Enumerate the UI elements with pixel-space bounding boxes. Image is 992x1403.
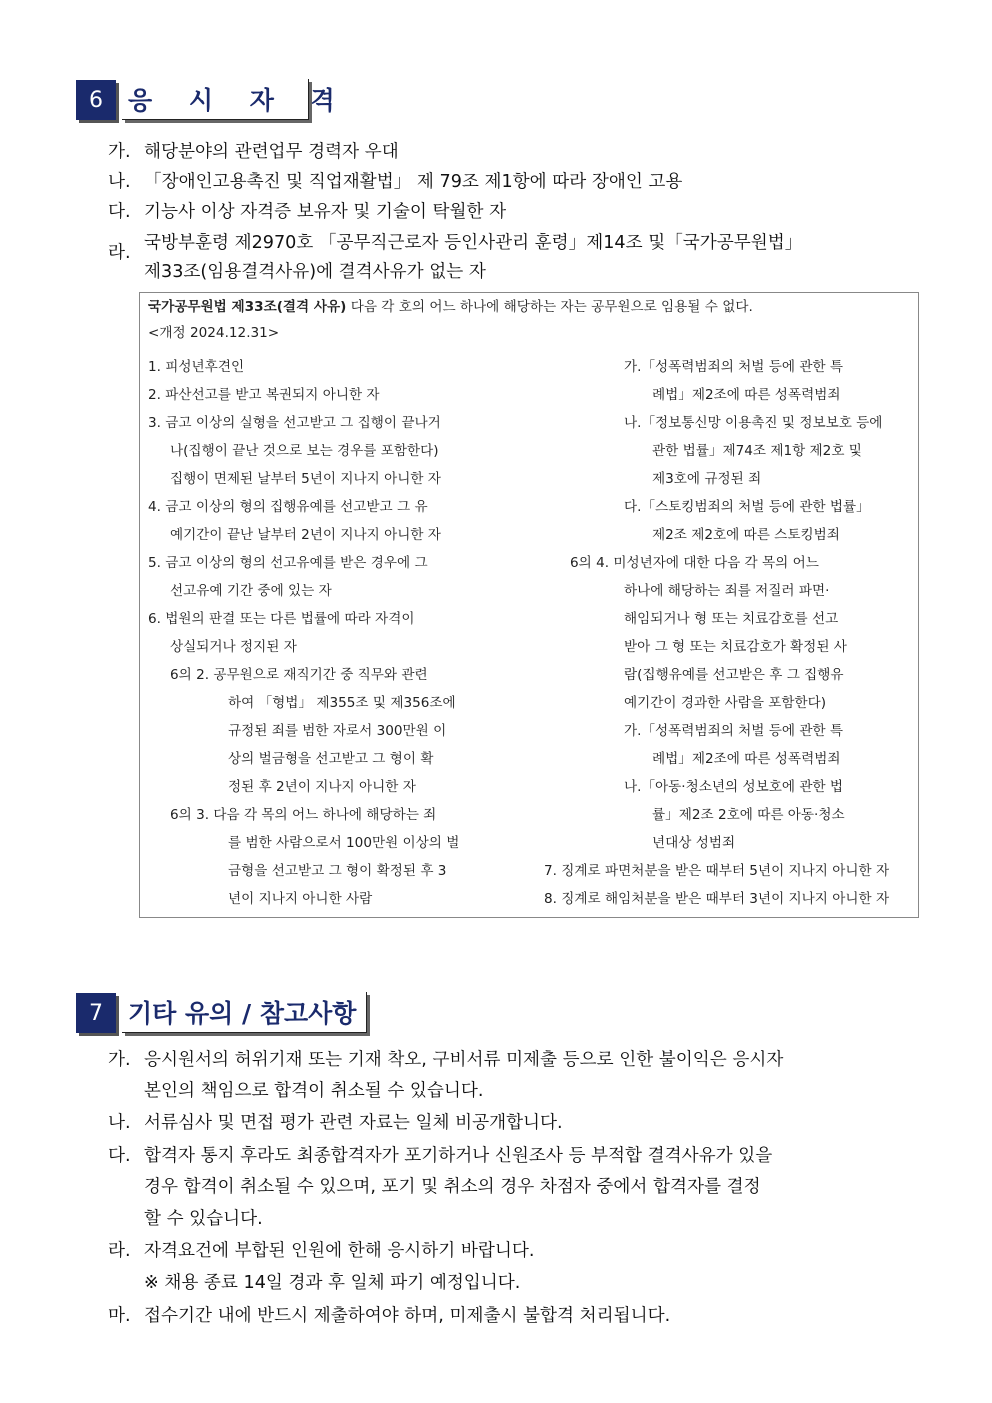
law-right-line: 6의 4. 미성년자에 대한 다음 각 목의 어느: [570, 555, 819, 571]
law-left-line: 예기간이 끝난 날부터 2년이 지나지 아니한 자: [170, 527, 441, 543]
law-revision-date: <개정 2024.12.31>: [148, 325, 280, 341]
law-heading: [148, 293, 753, 321]
law-left-line: 4. 금고 이상의 형의 집행유예를 선고받고 그 유: [148, 499, 428, 515]
list-item: [108, 1302, 670, 1331]
item-text: 국방부훈령 제2970호 「공무직근로자 등인사관리 훈령」제14조 및「국가공무원법」: [144, 233, 803, 253]
item-text: 접수기간 내에 반드시 제출하여야 하며, 미제출시 불합격 처리됩니다.: [144, 1306, 671, 1326]
list-item-continuation: 본인의 책임으로 합격이 취소될 수 있습니다.: [144, 1081, 484, 1101]
law-left-line: 하여 「형법」 제355조 및 제356조에: [228, 695, 456, 711]
law-left-line: 나(집행이 끝난 것으로 보는 경우를 포함한다): [170, 443, 439, 459]
item-label: 나.: [108, 172, 131, 192]
section-7-header: [76, 993, 396, 1037]
item-text: 해당분야의 관련업무 경력자 우대: [144, 142, 399, 162]
section-number: 7: [76, 993, 116, 1033]
law-right-line: 제2조 제2호에 따른 스토킹범죄: [652, 527, 840, 543]
law-right-line: 다.「스토킹범죄의 처벌 등에 관한 법률」: [624, 499, 870, 515]
law-right-line: 예기간이 경과한 사람을 포함한다): [624, 695, 827, 711]
law-right-line: 년대상 성범죄: [652, 835, 736, 851]
law-right-line: 나.「아동·청소년의 성보호에 관한 법: [624, 779, 844, 795]
list-item-continuation: 제33조(임용결격사유)에 결격사유가 없는 자: [144, 262, 486, 282]
law-left-line: 6. 법원의 판결 또는 다른 법률에 따라 자격이: [148, 611, 415, 627]
list-item: [108, 198, 506, 227]
item-label: 라.: [108, 1241, 131, 1261]
item-label: 다.: [108, 202, 131, 222]
item-text: 합격자 통지 후라도 최종합격자가 포기하거나 신원조사 등 부적합 결격사유가 있을: [144, 1146, 773, 1166]
law-right-line: 나.「정보통신망 이용촉진 및 정보보호 등에: [624, 415, 883, 431]
item-label: 다.: [108, 1146, 131, 1166]
section-title: 기타 유의 / 참고사항: [122, 992, 367, 1033]
list-item-continuation: 경우 합격이 취소될 수 있으며, 포기 및 취소의 경우 차점자 중에서 합격자를 결정: [144, 1177, 761, 1197]
law-left-line: 2. 파산선고를 받고 복권되지 아니한 자: [148, 387, 380, 403]
item-label: 라.: [108, 243, 131, 263]
list-item: [108, 168, 682, 197]
list-item: [108, 1237, 534, 1266]
law-left-line: 3. 금고 이상의 실형을 선고받고 그 집행이 끝나거: [148, 415, 441, 431]
list-item: [108, 1142, 772, 1171]
law-left-line: 상실되거나 정지된 자: [170, 639, 297, 655]
law-right-line: 률」제2조 2호에 따른 아동·청소: [652, 807, 845, 823]
item-text: 서류심사 및 면접 평가 관련 자료는 일체 비공개합니다.: [144, 1113, 563, 1133]
law-left-line: 6의 3. 다음 각 목의 어느 하나에 해당하는 죄: [170, 807, 437, 823]
item-label: 나.: [108, 1113, 131, 1133]
law-right-line: 가.「성폭력범죄의 처벌 등에 관한 특: [624, 359, 844, 375]
item-label: 가.: [108, 142, 131, 162]
law-heading-text: 다음 각 호의 어느 하나에 해당하는 자는 공무원으로 임용될 수 없다.: [346, 299, 753, 315]
law-left-line: 를 범한 사람으로서 100만원 이상의 벌: [228, 835, 460, 851]
law-right-line: 받아 그 형 또는 치료감호가 확정된 사: [624, 639, 847, 655]
law-right-line: 8. 징계로 해임처분을 받은 때부터 3년이 지나지 아니한 자: [544, 891, 890, 907]
law-left-line: 5. 금고 이상의 형의 선고유예를 받은 경우에 그: [148, 555, 428, 571]
section-title: 응 시 자 격: [122, 79, 309, 120]
law-left-line: 집행이 면제된 날부터 5년이 지나지 아니한 자: [170, 471, 441, 487]
section-number: 6: [76, 80, 116, 120]
law-right-line: 제3호에 규정된 죄: [652, 471, 762, 487]
law-right-line: 례법」제2조에 따른 성폭력범죄: [652, 387, 841, 403]
law-right-line: 례법」제2조에 따른 성폭력범죄: [652, 751, 841, 767]
law-left-line: 년이 지나지 아니한 사람: [228, 891, 373, 907]
law-right-line: 해임되거나 형 또는 치료감호를 선고: [624, 611, 839, 627]
law-right-line: 하나에 해당하는 죄를 저질러 파면·: [624, 583, 830, 599]
law-left-line: 금형을 선고받고 그 형이 확정된 후 3: [228, 863, 447, 879]
item-text: 기능사 이상 자격증 보유자 및 기술이 탁월한 자: [144, 202, 507, 222]
law-right-line: 람(집행유예를 선고받은 후 그 집행유: [624, 667, 844, 683]
list-item-continuation: 할 수 있습니다.: [144, 1209, 263, 1229]
list-item-note: ※ 채용 종료 14일 경과 후 일체 파기 예정입니다.: [144, 1273, 521, 1293]
item-label: 가.: [108, 1050, 131, 1070]
law-left-line: 선고유예 기간 중에 있는 자: [170, 583, 332, 599]
law-right-line: 7. 징계로 파면처분을 받은 때부터 5년이 지나지 아니한 자: [544, 863, 890, 879]
item-text: 자격요건에 부합된 인원에 한해 응시하기 바랍니다.: [144, 1241, 535, 1261]
law-heading-title: 국가공무원법 제33조(결격 사유): [148, 299, 347, 315]
item-text: 응시원서의 허위기재 또는 기재 착오, 구비서류 미제출 등으로 인한 불이익은 응시자: [144, 1050, 784, 1070]
law-right-line: 관한 법률」제74조 제1항 제2호 및: [652, 443, 862, 459]
item-text: 「장애인고용촉진 및 직업재활법」 제 79조 제1항에 따라 장애인 고용: [144, 172, 683, 192]
law-left-line: 상의 벌금형을 선고받고 그 형이 확: [228, 751, 434, 767]
law-excerpt-box: [139, 292, 919, 918]
law-left-line: 1. 피성년후견인: [148, 359, 245, 375]
item-label: 마.: [108, 1306, 131, 1326]
law-left-line: 규정된 죄를 범한 자로서 300만원 이: [228, 723, 447, 739]
law-left-line: 정된 후 2년이 지나지 아니한 자: [228, 779, 416, 795]
list-item: [108, 1109, 563, 1138]
list-item: [108, 138, 399, 167]
list-item: [108, 1046, 783, 1075]
section-6-header: [76, 80, 349, 124]
law-right-line: 가.「성폭력범죄의 처벌 등에 관한 특: [624, 723, 844, 739]
law-left-line: 6의 2. 공무원으로 재직기간 중 직무와 관련: [170, 667, 428, 683]
